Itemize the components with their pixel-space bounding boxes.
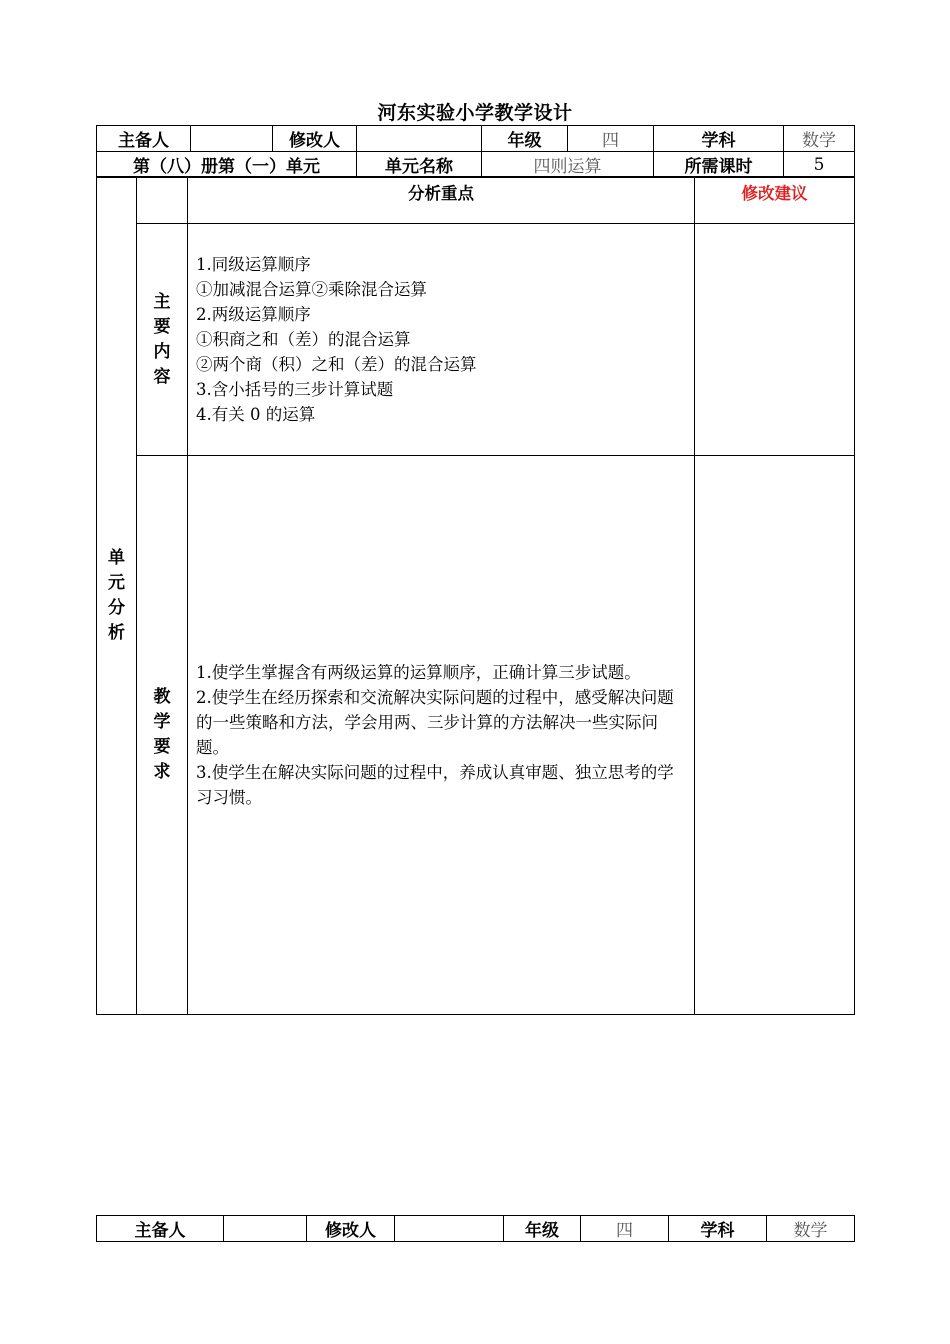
teaching-req-row — [97, 456, 855, 1015]
header-table — [96, 125, 855, 178]
footer-row — [97, 1216, 855, 1242]
unit-name-value: 四则运算 — [482, 152, 654, 178]
empty-cell — [137, 177, 188, 224]
header-row-2 — [97, 152, 855, 178]
teaching-req-label: 教 学 要 求 — [137, 456, 188, 1015]
unit-analysis-label: 单 元 分 析 — [97, 177, 137, 1015]
reviser-value — [357, 126, 482, 152]
grade-value: 四 — [568, 126, 654, 152]
footer-reviser-label: 修改人 — [307, 1216, 395, 1242]
subject-value: 数学 — [784, 126, 855, 152]
footer-reviser-value — [395, 1216, 504, 1242]
analysis-table — [96, 176, 855, 1015]
teaching-req-text: 1.使学生掌握含有两级运算的运算顺序，正确计算三步试题。 2.使学生在经历探索和交流解决实际问题的过程中，感受解决问题的一些策略和方法，学会用两、三步计算的方法解决一些实际问题。 3.使学生在解决实际问题的过程中，养成认真审题、独立思考的学习习惯。 — [188, 456, 695, 1015]
suggestion-header: 修改建议 — [695, 177, 855, 224]
unit-info: 第（八）册第（一）单元 — [97, 152, 357, 178]
unit-name-label: 单元名称 — [357, 152, 482, 178]
main-content-suggestion — [695, 224, 855, 456]
main-content-row — [97, 224, 855, 456]
focus-header: 分析重点 — [188, 177, 695, 224]
footer-subject-label: 学科 — [669, 1216, 767, 1242]
footer-subject-value: 数学 — [767, 1216, 855, 1242]
footer-preparer-value — [224, 1216, 307, 1242]
reviser-label: 修改人 — [273, 126, 357, 152]
subject-label: 学科 — [654, 126, 784, 152]
header-row-1 — [97, 126, 855, 152]
footer-grade-label: 年级 — [504, 1216, 581, 1242]
teaching-req-suggestion — [695, 456, 855, 1015]
preparer-value — [191, 126, 273, 152]
grade-label: 年级 — [482, 126, 568, 152]
footer-table — [96, 1215, 855, 1242]
document-title: 河东实验小学教学设计 — [377, 102, 573, 124]
footer-preparer-label: 主备人 — [97, 1216, 224, 1242]
preparer-label: 主备人 — [97, 126, 191, 152]
main-content-label: 主 要 内 容 — [137, 224, 188, 456]
footer-grade-value: 四 — [581, 1216, 669, 1242]
main-content-text: 1.同级运算顺序 ①加减混合运算②乘除混合运算 2.两级运算顺序 ①积商之和（差）的混合运算 ②两个商（积）之和（差）的混合运算 3.含小括号的三步计算试题 4.有关 0 的运算 — [188, 224, 695, 456]
hours-value: 5 — [784, 152, 855, 178]
hours-label: 所需课时 — [654, 152, 784, 178]
analysis-header-row — [97, 177, 855, 224]
